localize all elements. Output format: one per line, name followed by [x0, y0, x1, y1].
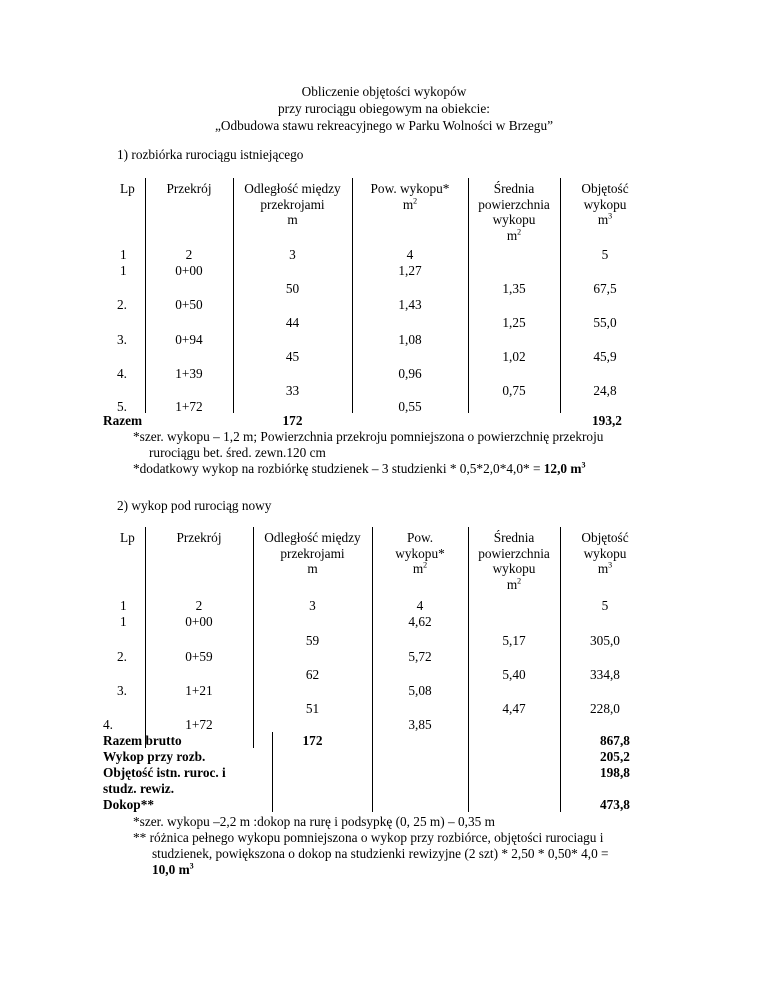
section2-heading: 2) wykop pod rurociąg nowy: [117, 498, 272, 513]
s1-note-3: *dodatkowy wykop na rozbiórkę studzienek – 3 studzienki * 0,5*2,0*4,0* = 12,0 $m^3$: [133, 460, 586, 476]
s1-header-objetosc: Objętość wykopu $m^3$: [581, 181, 629, 227]
doc-title-line2: przy rurociągu obiegowym na obiekcie:: [278, 101, 490, 116]
s1-num-odl: 3: [289, 247, 296, 262]
s2-num-obj: 5: [601, 598, 609, 613]
s2-note-2: ** różnica pełnego wykopu pomniejszona o wykop przy rozbiórce, objętości rurociagu i: [133, 830, 604, 845]
s2-note-3: studzienek, powiększona o dokop na studzienki rewizyjne (2 szt) * 2,50 * 0,50* 4,0 =: [152, 846, 609, 861]
s2-num-przekroj: 2: [195, 598, 203, 613]
s1-header-lp: Lp: [120, 181, 135, 196]
s1-num-przekroj: 2: [185, 247, 193, 262]
s2-num-odl: 3: [309, 598, 316, 613]
s1-header-pow: Pow. wykopu* $m^2$: [370, 181, 450, 212]
s2-col-line: [560, 748, 561, 812]
doc-title-line1: Obliczenie objętości wykopów: [301, 84, 467, 99]
s1-num-obj: 5: [601, 247, 609, 262]
s1-num-pow: 4: [406, 247, 414, 262]
s2-num-lp: 1: [120, 598, 127, 613]
s1-note-1: *szer. wykopu – 1,2 m; Powierzchnia przekroju pomniejszona o powierzchnię przekroju: [133, 429, 604, 444]
s2-note-1: *szer. wykopu –2,2 m :dokop na rurę i podsypkę (0, 25 m) – 0,35 m: [133, 814, 495, 829]
s1-num-lp: 1: [120, 247, 127, 262]
s2-header-przekroj: Przekrój: [176, 530, 222, 545]
s1-header-przekroj: Przekrój: [166, 181, 212, 196]
s2-col-line: [372, 748, 373, 812]
s2-note-4: 10,0 $m^3$: [152, 861, 194, 877]
s1-header-odleglosc: Odległość między przekrojami m: [244, 181, 341, 227]
s2-header-pow: Pow. wykopu* $m^2$: [395, 530, 445, 576]
s2-col-line: [468, 748, 469, 812]
s2-col-line: [145, 527, 146, 748]
s1-note-2: rurociągu bet. śred. zewn.120 cm: [149, 445, 326, 460]
s2-header-lp: Lp: [120, 530, 135, 545]
s1-header-srednia: Średnia powierzchnia wykopu $m^2$: [478, 181, 550, 243]
s2-num-pow: 4: [416, 598, 424, 613]
doc-title-line3: „Odbudowa stawu rekreacyjnego w Parku Wolności w Brzegu”: [214, 118, 554, 133]
s2-header-objetosc: Objętość wykopu $m^3$: [581, 530, 629, 576]
s2-header-odleglosc: Odległość między przekrojami m: [264, 530, 361, 576]
section1-heading: 1) rozbiórka rurociągu istniejącego: [117, 147, 304, 162]
s2-header-srednia: Średnia powierzchnia wykopu $m^2$: [478, 530, 550, 592]
